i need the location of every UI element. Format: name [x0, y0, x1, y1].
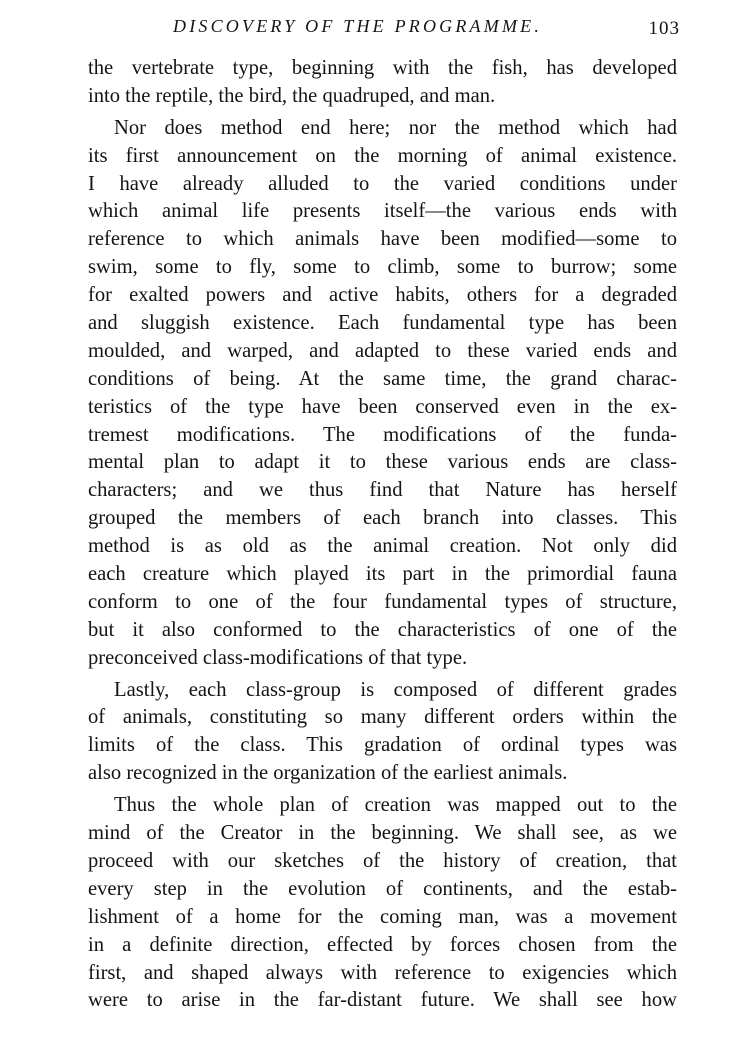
text-line: were to arise in the far-distant future. We shall see how	[88, 989, 677, 1012]
text-line: Lastly, each class-group is composed of different grades	[114, 678, 677, 701]
text-line: each creature which played its part in the primordial fauna	[88, 563, 677, 586]
text-line: Thus the whole plan of creation was mapped out to the	[114, 794, 677, 817]
text-line: characters; and we thus find that Nature has herself	[88, 479, 677, 502]
paragraph	[88, 55, 677, 111]
text-line: moulded, and warped, and adapted to these varied ends and	[88, 339, 677, 362]
running-head	[88, 16, 680, 46]
text-line: conform to one of the four fundamental types of structure,	[88, 590, 677, 613]
text-line: in a definite direction, effected by forces chosen from the	[88, 933, 677, 956]
text-line: tremest modifications. The modifications of the funda-	[88, 423, 677, 446]
text-line: which animal life presents itself—the various ends with	[88, 200, 677, 223]
text-line: method is as old as the animal creation. Not only did	[88, 535, 677, 558]
text-line: conditions of being. At the same time, the grand charac-	[88, 367, 677, 390]
page-number: 103	[648, 18, 680, 39]
text-line: grouped the members of each branch into classes. This	[88, 507, 677, 530]
body-text	[88, 55, 677, 1019]
text-line: its first announcement on the morning of animal existence.	[88, 144, 677, 167]
text-line: Nor does method end here; nor the method which had	[114, 116, 677, 139]
paragraph	[88, 677, 677, 789]
text-line: first, and shaped always with reference to exigencies which	[88, 961, 677, 984]
text-line: reference to which animals have been modified—some to	[88, 228, 677, 251]
paragraph	[88, 115, 677, 673]
text-line: into the reptile, the bird, the quadruped, and man.	[88, 84, 496, 107]
text-line: but it also conformed to the characteristics of one of the	[88, 618, 677, 641]
text-line: every step in the evolution of continents, and the estab-	[88, 877, 677, 900]
text-line: and sluggish existence. Each fundamental type has been	[88, 312, 677, 335]
text-line: also recognized in the organization of the earliest animals.	[88, 762, 568, 785]
text-line: lishment of a home for the coming man, was a movement	[88, 905, 677, 928]
text-line: mind of the Creator in the beginning. We shall see, as we	[88, 822, 677, 845]
text-line: limits of the class. This gradation of ordinal types was	[88, 734, 677, 757]
text-line: teristics of the type have been conserved even in the ex-	[88, 395, 677, 418]
text-line: swim, some to fly, some to climb, some to burrow; some	[88, 256, 677, 279]
paragraph	[88, 792, 677, 1015]
text-line: proceed with our sketches of the history of creation, that	[88, 849, 677, 872]
text-line: the vertebrate type, beginning with the fish, has developed	[88, 57, 677, 79]
text-line: I have already alluded to the varied conditions under	[88, 172, 677, 195]
text-line: preconceived class-modifications of that type.	[88, 646, 468, 669]
text-line: of animals, constituting so many different orders within the	[88, 706, 677, 729]
text-line: mental plan to adapt it to these various ends are class-	[88, 451, 677, 474]
running-title: DISCOVERY OF THE PROGRAMME.	[173, 16, 543, 36]
text-line: for exalted powers and active habits, others for a degraded	[88, 284, 677, 307]
